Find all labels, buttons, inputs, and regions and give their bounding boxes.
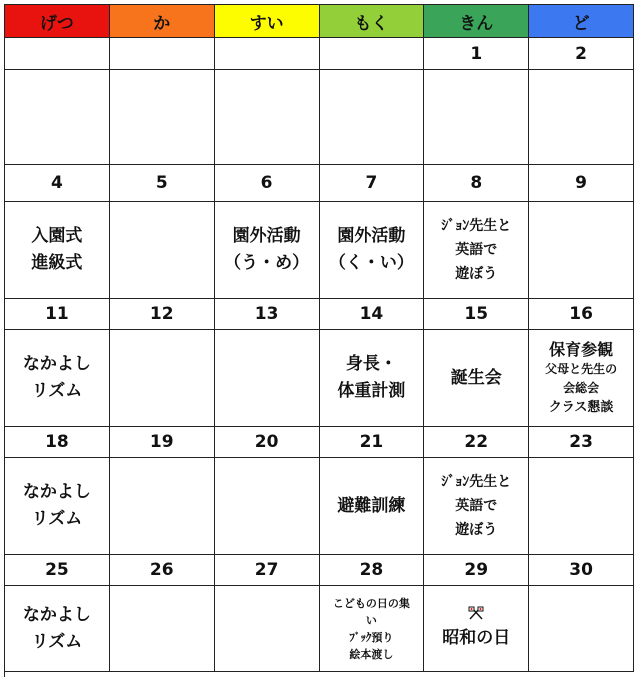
event-text: 英語で: [455, 498, 498, 514]
date-cell: [529, 427, 634, 458]
event-text: 園外活動: [232, 226, 301, 246]
calendar-grid: [4, 4, 634, 677]
event-cell: [424, 586, 529, 672]
date-cell: [529, 299, 634, 330]
date-cell: [5, 165, 110, 202]
date-number: 25: [45, 560, 69, 580]
date-number: 8: [470, 173, 483, 193]
header-mon: [5, 5, 110, 38]
event-cell: [110, 202, 215, 299]
event-text: ｼﾞｮﾝ先生と: [441, 474, 512, 490]
date-number: 18: [45, 432, 69, 452]
date-number: 2: [575, 43, 587, 64]
event-text: 遊ぼう: [455, 522, 498, 538]
event-text: 入園式: [31, 226, 83, 246]
date-number: 5: [155, 173, 168, 193]
event-cell: [529, 586, 634, 672]
event-text: 会総会: [563, 380, 600, 395]
event-text: リズム: [31, 631, 83, 652]
event-cell: [5, 70, 110, 165]
date-number: 23: [569, 432, 593, 452]
event-cell: [529, 330, 634, 427]
event-cell: [5, 458, 110, 555]
event-text: い: [365, 613, 377, 627]
date-number: 14: [359, 304, 384, 324]
event-cell: [110, 586, 215, 672]
event-cell: [320, 70, 425, 165]
date-number: 7: [365, 173, 378, 193]
date-number: 16: [569, 304, 593, 324]
date-number: 4: [50, 173, 63, 193]
date-cell: [424, 165, 529, 202]
date-cell: [215, 165, 320, 202]
header-thu: [320, 5, 425, 38]
date-number: 13: [254, 304, 279, 324]
date-cell: [215, 555, 320, 586]
event-text: 英語で: [455, 242, 498, 258]
date-cell: [5, 427, 110, 458]
event-text: 身長・: [345, 354, 397, 374]
date-cell: [320, 299, 425, 330]
date-number: 28: [359, 560, 384, 580]
date-cell: [5, 299, 110, 330]
event-text: 誕生会: [450, 367, 502, 388]
event-text: 保育参観: [549, 339, 614, 359]
event-cell: [320, 458, 425, 555]
date-number: 30: [569, 560, 593, 580]
event-cell: [529, 458, 634, 555]
date-cell: [424, 427, 529, 458]
event-text: 遊ぼう: [455, 266, 498, 282]
event-cell: [529, 70, 634, 165]
date-cell: [110, 555, 215, 586]
event-cell: [529, 202, 634, 299]
event-cell: [320, 586, 425, 672]
event-text: リズム: [31, 509, 83, 529]
date-cell: [529, 165, 634, 202]
event-text: 進級式: [31, 253, 83, 273]
event-text: 絵本渡し: [349, 647, 394, 661]
event-cell: [424, 330, 529, 427]
date-cell: [5, 555, 110, 586]
date-number: 9: [575, 173, 587, 193]
event-cell: [424, 202, 529, 299]
date-cell: [110, 38, 215, 70]
date-number: 15: [464, 304, 489, 324]
date-number: 27: [254, 560, 279, 580]
date-number: 11: [45, 304, 69, 324]
event-cell: [215, 202, 320, 299]
date-cell: [110, 299, 215, 330]
date-number: 21: [359, 432, 384, 452]
event-text: こどもの日の集: [332, 596, 410, 610]
header-label: げつ: [39, 13, 74, 34]
date-cell: [110, 165, 215, 202]
date-cell: [215, 38, 320, 70]
header-label: すい: [249, 13, 284, 34]
event-cell: [110, 70, 215, 165]
event-cell: [320, 202, 425, 299]
header-label: もく: [354, 13, 389, 34]
event-text: ﾌﾞｯｸ預り: [349, 630, 394, 644]
event-cell: [5, 586, 110, 672]
date-cell: [215, 299, 320, 330]
date-cell: [215, 427, 320, 458]
header-sat: [529, 5, 634, 38]
date-number: 6: [260, 173, 273, 193]
event-cell: [424, 70, 529, 165]
event-text: なかよし: [22, 354, 91, 374]
event-text: 園外活動: [337, 226, 406, 246]
event-text: リズム: [31, 381, 83, 401]
date-number: 1: [470, 43, 483, 64]
event-text: 体重計測: [337, 381, 406, 401]
event-text: 避難訓練: [337, 495, 406, 516]
event-cell: [320, 330, 425, 427]
event-cell: [110, 458, 215, 555]
date-number: 12: [149, 304, 174, 324]
event-cell: [424, 458, 529, 555]
date-cell: [320, 38, 425, 70]
date-cell: [424, 299, 529, 330]
event-text: 昭和の日: [442, 628, 511, 648]
date-cell: [320, 165, 425, 202]
header-label: ど: [572, 13, 590, 34]
date-number: 26: [149, 560, 174, 580]
header-label: か: [153, 13, 171, 34]
date-cell: [320, 555, 425, 586]
date-cell: [529, 38, 634, 70]
event-text: 父母と先生の: [545, 361, 618, 376]
event-cell: [215, 330, 320, 427]
event-cell: [215, 458, 320, 555]
header-fri: [424, 5, 529, 38]
crossed-flags-icon: [468, 605, 484, 625]
date-number: 19: [149, 432, 174, 452]
event-cell: [215, 586, 320, 672]
event-text: （う・め）: [224, 253, 310, 273]
header-tue: [110, 5, 215, 38]
header-label: きん: [459, 13, 494, 34]
event-text: （く・い）: [328, 253, 414, 273]
date-cell: [5, 38, 110, 70]
event-cell: [215, 70, 320, 165]
date-cell: [320, 427, 425, 458]
header-wed: [215, 5, 320, 38]
event-cell: [5, 202, 110, 299]
date-number: 20: [254, 432, 279, 452]
event-text: なかよし: [22, 482, 91, 502]
event-text: なかよし: [22, 604, 91, 625]
date-number: 29: [464, 560, 489, 580]
event-cell: [5, 330, 110, 427]
date-cell: [424, 555, 529, 586]
event-text: ｼﾞｮﾝ先生と: [441, 218, 512, 234]
date-number: 22: [464, 432, 489, 452]
date-cell: [529, 555, 634, 586]
date-cell: [424, 38, 529, 70]
event-cell: [110, 330, 215, 427]
event-text: クラス懇談: [548, 399, 614, 415]
date-cell: [110, 427, 215, 458]
